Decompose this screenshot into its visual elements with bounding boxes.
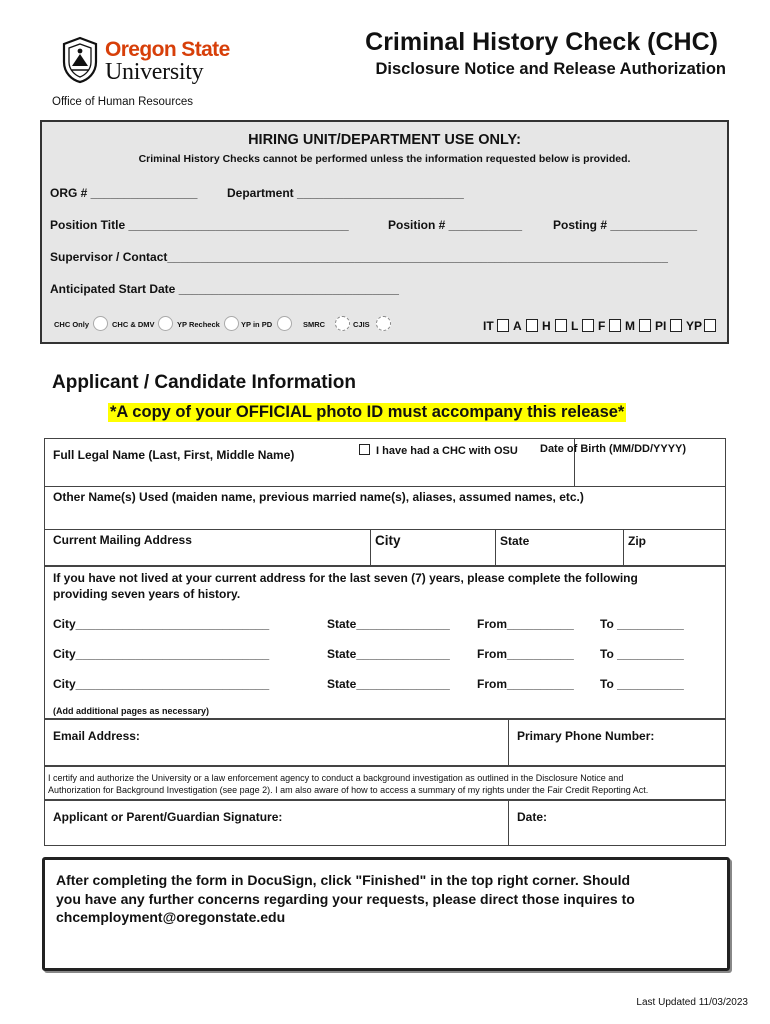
history-row-2-from[interactable]: From__________ bbox=[477, 647, 574, 661]
code-h-label: H bbox=[542, 319, 551, 333]
mailing-address-field[interactable]: Current Mailing Address bbox=[53, 533, 192, 547]
last-updated: Last Updated 11/03/2023 bbox=[636, 997, 748, 1008]
option-chc-only-radio[interactable] bbox=[93, 316, 108, 331]
history-instructions-1: If you have not lived at your current address for the last seven (7) years, please complete the following bbox=[53, 571, 638, 585]
history-row-2-city[interactable]: City_____________________________ bbox=[53, 647, 270, 661]
option-smrc-radio[interactable] bbox=[335, 316, 350, 331]
posting-field[interactable]: Posting # _____________ bbox=[553, 218, 698, 232]
history-row-2-state[interactable]: State______________ bbox=[327, 647, 450, 661]
signature-field[interactable]: Applicant or Parent/Guardian Signature: bbox=[53, 810, 283, 824]
code-yp-checkbox[interactable] bbox=[704, 319, 716, 332]
osu-logo bbox=[60, 34, 230, 90]
dob-field[interactable]: Date of Birth (MM/DD/YYYY) bbox=[540, 443, 687, 455]
position-number-field[interactable]: Position # ___________ bbox=[388, 218, 523, 232]
history-row-3-city[interactable]: City_____________________________ bbox=[53, 677, 270, 691]
state-field[interactable]: State bbox=[500, 534, 530, 548]
office-label: Office of Human Resources bbox=[52, 96, 194, 108]
prior-chc-checkbox[interactable] bbox=[359, 444, 370, 455]
applicant-info-table bbox=[44, 438, 726, 566]
certification-line-1: I certify and authorize the University or a law enforcement agency to conduct a background investigation as outlined in the Disclosure Notice and bbox=[48, 773, 624, 783]
history-row-1-state[interactable]: State______________ bbox=[327, 617, 450, 631]
history-row-1-from[interactable]: From__________ bbox=[477, 617, 574, 631]
code-f-checkbox[interactable] bbox=[609, 319, 621, 332]
osu-seal-icon bbox=[60, 36, 100, 84]
code-l-checkbox[interactable] bbox=[582, 319, 594, 332]
page-subtitle: Disclosure Notice and Release Authorization bbox=[375, 60, 726, 78]
code-m-checkbox[interactable] bbox=[639, 319, 651, 332]
hiring-title: HIRING UNIT/DEPARTMENT USE ONLY: bbox=[248, 132, 521, 148]
history-row-2-to[interactable]: To __________ bbox=[600, 647, 684, 661]
history-row-3-to[interactable]: To __________ bbox=[600, 677, 684, 691]
zip-field[interactable]: Zip bbox=[628, 534, 646, 548]
code-pi-checkbox[interactable] bbox=[670, 319, 682, 332]
department-field[interactable]: Department _________________________ bbox=[227, 186, 464, 200]
email-field[interactable]: Email Address: bbox=[53, 729, 140, 743]
code-l-label: L bbox=[571, 319, 579, 333]
address-history-table bbox=[44, 566, 726, 719]
org-field[interactable]: ORG # ________________ bbox=[50, 186, 198, 200]
page-title: Criminal History Check (CHC) bbox=[365, 28, 718, 56]
code-a-checkbox[interactable] bbox=[526, 319, 538, 332]
code-pi-label: PI bbox=[655, 319, 667, 333]
history-row-3-from[interactable]: From__________ bbox=[477, 677, 574, 691]
instructions-line-2: you have any further concerns regarding your requests, please direct those inquires to bbox=[56, 890, 635, 907]
logo-line-1: Oregon State bbox=[105, 38, 230, 61]
option-yp-recheck-radio[interactable] bbox=[224, 316, 239, 331]
option-cjis-label: CJIS bbox=[353, 320, 370, 329]
full-name-field[interactable]: Full Legal Name (Last, First, Middle Name) bbox=[53, 448, 295, 462]
signature-date-field[interactable]: Date: bbox=[517, 810, 548, 824]
prior-chc-label: I have had a CHC with OSU bbox=[376, 445, 518, 457]
certification-statement bbox=[44, 766, 726, 800]
supervisor-field[interactable]: Supervisor / Contact___________________________________________________________________________ bbox=[50, 250, 668, 264]
history-row-3-state[interactable]: State______________ bbox=[327, 677, 450, 691]
position-title-field[interactable]: Position Title _________________________________ bbox=[50, 218, 349, 232]
code-h-checkbox[interactable] bbox=[555, 319, 567, 332]
option-chc-dmv-radio[interactable] bbox=[158, 316, 173, 331]
code-it-label: IT bbox=[483, 319, 494, 333]
option-chc-dmv-label: CHC & DMV bbox=[112, 320, 155, 329]
start-date-field[interactable]: Anticipated Start Date _________________________________ bbox=[50, 282, 399, 296]
history-row-1-city[interactable]: City_____________________________ bbox=[53, 617, 270, 631]
code-a-label: A bbox=[513, 319, 522, 333]
code-m-label: M bbox=[625, 319, 635, 333]
photo-id-notice: *A copy of your OFFICIAL photo ID must accompany this release* bbox=[110, 403, 625, 421]
history-row-1-to[interactable]: To __________ bbox=[600, 617, 684, 631]
code-f-label: F bbox=[598, 319, 606, 333]
add-pages-note: (Add additional pages as necessary) bbox=[53, 706, 210, 716]
docusign-instructions bbox=[42, 857, 730, 971]
applicant-section-title: Applicant / Candidate Information bbox=[52, 372, 357, 393]
history-instructions-2: providing seven years of history. bbox=[53, 587, 241, 601]
instructions-email: chcemployment@oregonstate.edu bbox=[56, 909, 286, 925]
contact-table bbox=[44, 719, 726, 766]
instructions-line-1: After completing the form in DocuSign, click "Finished" in the top right corner. Should bbox=[56, 872, 631, 888]
option-yp-in-pd-label: YP in PD bbox=[241, 320, 273, 329]
phone-field[interactable]: Primary Phone Number: bbox=[517, 729, 655, 743]
code-it-checkbox[interactable] bbox=[497, 319, 509, 332]
option-yp-in-pd-radio[interactable] bbox=[277, 316, 292, 331]
logo-line-2: University bbox=[105, 59, 204, 85]
city-field[interactable]: City bbox=[375, 533, 401, 548]
certification-line-2: Authorization for Background Investigation (see page 2). I am also aware of how to access a summary of my rights under the Fair Credit Reporting Act. bbox=[48, 785, 649, 795]
code-yp-label: YP bbox=[686, 319, 703, 333]
option-yp-recheck-label: YP Recheck bbox=[177, 320, 220, 329]
option-cjis-radio[interactable] bbox=[376, 316, 391, 331]
prior-chc-option[interactable] bbox=[359, 444, 518, 457]
other-names-field[interactable]: Other Name(s) Used (maiden name, previous married name(s), aliases, assumed names, etc.) bbox=[53, 490, 584, 504]
signature-table bbox=[44, 800, 726, 846]
option-smrc-label: SMRC bbox=[303, 320, 326, 329]
option-chc-only-label: CHC Only bbox=[54, 320, 90, 329]
hiring-subtitle: Criminal History Checks cannot be performed unless the information requested below is provided. bbox=[138, 153, 631, 165]
hiring-unit-section bbox=[40, 120, 729, 344]
